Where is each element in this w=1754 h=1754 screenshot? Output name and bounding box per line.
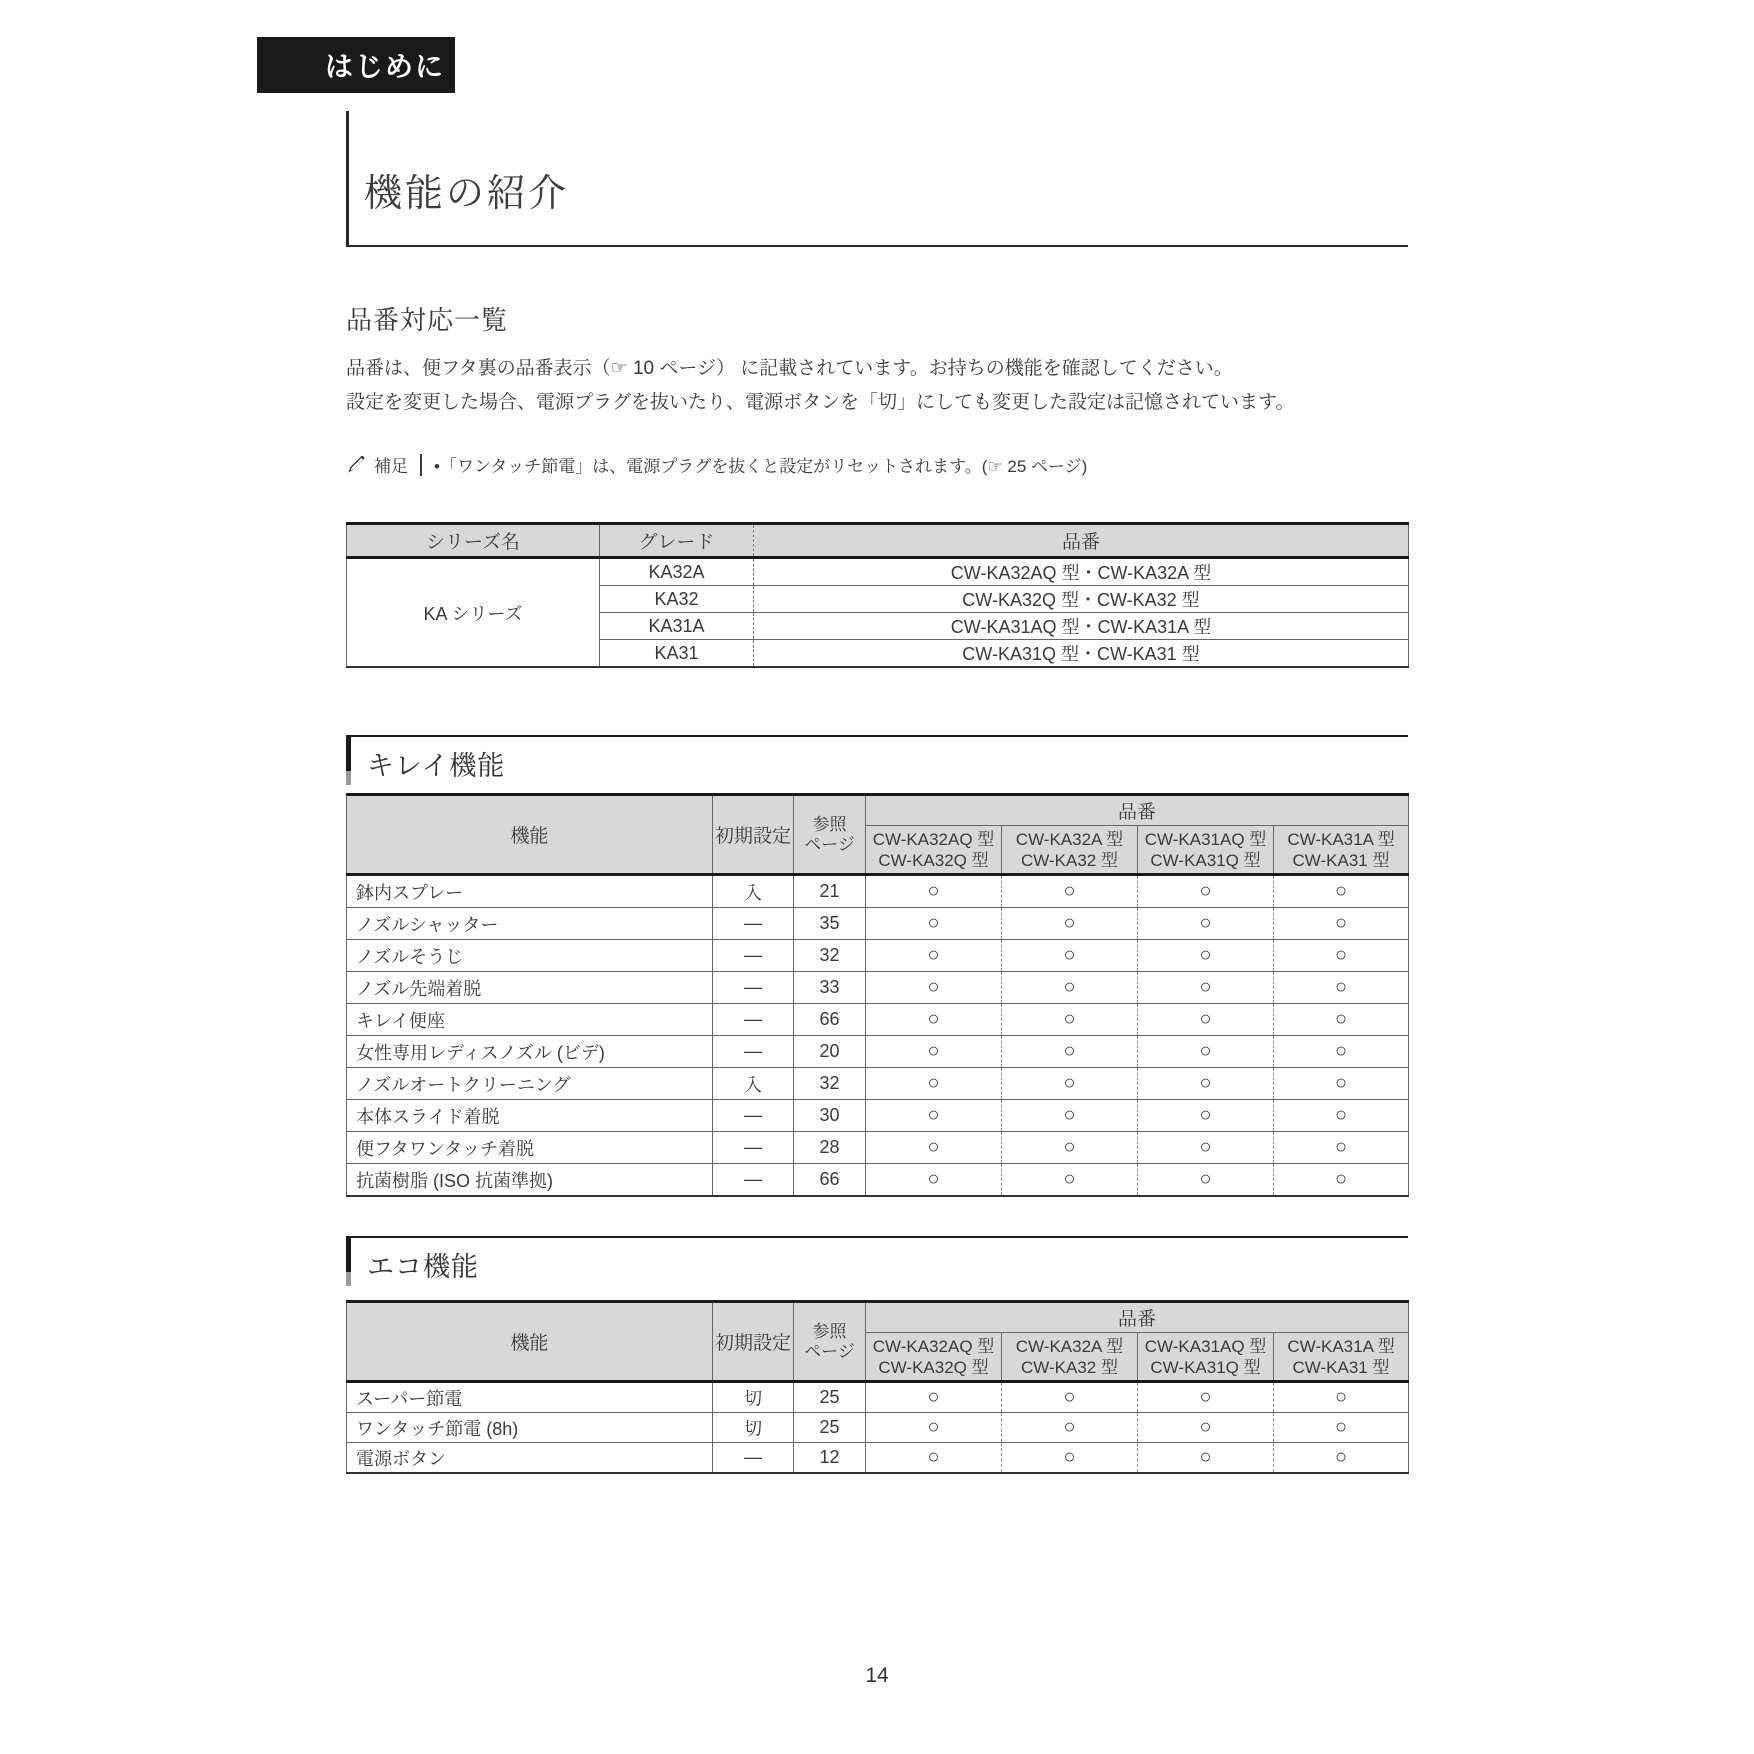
availability-mark: ○ (1138, 1036, 1274, 1068)
availability-mark: ○ (1274, 1068, 1409, 1100)
model-col-header: CW-KA31A 型 CW-KA31 型 (1274, 826, 1409, 875)
availability-mark: ○ (1002, 940, 1138, 972)
availability-mark: ○ (1274, 908, 1409, 940)
availability-mark: ○ (866, 908, 1002, 940)
grade-value: KA31 (600, 640, 754, 668)
reference-page: 21 (794, 875, 866, 908)
note-label: 補足 (374, 457, 408, 476)
models-value: CW-KA31AQ 型・CW-KA31A 型 (754, 613, 1409, 640)
reference-page: 20 (794, 1036, 866, 1068)
intro-paragraph (346, 352, 1426, 420)
note-divider (420, 454, 422, 476)
intro-line-1: 品番は、便フタ裏の品番表示（☞ 10 ページ） に記載されています。お持ちの機能を確認してください。 (346, 358, 1233, 379)
availability-mark: ○ (1138, 1068, 1274, 1100)
feature-name: キレイ便座 (347, 1004, 713, 1036)
feature-table-row (347, 1036, 1409, 1068)
supplement-note (346, 452, 1087, 477)
availability-mark: ○ (1002, 1413, 1138, 1443)
reference-page: 33 (794, 972, 866, 1004)
availability-mark: ○ (866, 1004, 1002, 1036)
availability-mark: ○ (1002, 1164, 1138, 1197)
default-setting: — (713, 1004, 794, 1036)
refpage-line1: 参照 (812, 814, 847, 834)
default-setting: — (713, 908, 794, 940)
reference-page: 66 (794, 1004, 866, 1036)
models-value: CW-KA32AQ 型・CW-KA32A 型 (754, 558, 1409, 586)
default-setting: — (713, 1443, 794, 1474)
availability-mark: ○ (1002, 1100, 1138, 1132)
models-col-header: 品番 (754, 524, 1409, 558)
default-setting: — (713, 1164, 794, 1197)
pencil-icon (346, 455, 366, 475)
chapter-tab-label: はじめに (324, 51, 445, 82)
reference-page: 66 (794, 1164, 866, 1197)
refpage-line1: 参照 (812, 1321, 847, 1341)
availability-mark: ○ (1002, 1036, 1138, 1068)
eco-feature-table (346, 1300, 1409, 1474)
availability-mark: ○ (1274, 1413, 1409, 1443)
feature-table-row (347, 908, 1409, 940)
availability-mark: ○ (866, 1413, 1002, 1443)
availability-mark: ○ (1002, 1004, 1138, 1036)
kirei-table-body (347, 875, 1409, 1197)
feature-name: 女性専用レディスノズル (ビデ) (347, 1036, 713, 1068)
availability-mark: ○ (1138, 972, 1274, 1004)
series-name: KA シリーズ (423, 603, 523, 624)
page-title-block (346, 111, 1408, 247)
availability-mark: ○ (866, 1036, 1002, 1068)
models-group-header: 品番 (866, 795, 1409, 826)
default-setting: — (713, 1100, 794, 1132)
kirei-feature-table (346, 793, 1409, 1197)
default-setting: — (713, 1132, 794, 1164)
availability-mark: ○ (866, 940, 1002, 972)
availability-mark: ○ (1274, 1036, 1409, 1068)
availability-mark: ○ (1002, 875, 1138, 908)
availability-mark: ○ (1138, 1164, 1274, 1197)
reference-page: 35 (794, 908, 866, 940)
availability-mark: ○ (1274, 1382, 1409, 1413)
default-setting: 入 (713, 1068, 794, 1100)
availability-mark: ○ (1138, 1413, 1274, 1443)
availability-mark: ○ (866, 1132, 1002, 1164)
reference-page: 30 (794, 1100, 866, 1132)
eco-section-title: エコ機能 (367, 1252, 479, 1282)
availability-mark: ○ (1002, 1132, 1138, 1164)
feature-name: ノズルシャッター (347, 908, 713, 940)
feature-name: 便フタワンタッチ着脱 (347, 1132, 713, 1164)
model-col-header: CW-KA31AQ 型 CW-KA31Q 型 (1138, 1333, 1274, 1382)
availability-mark: ○ (1274, 1100, 1409, 1132)
availability-mark: ○ (1002, 1382, 1138, 1413)
feature-table-row (347, 1068, 1409, 1100)
grade-value: KA31A (600, 613, 754, 640)
availability-mark: ○ (1274, 1004, 1409, 1036)
eco-table-body (347, 1382, 1409, 1474)
model-col-header: CW-KA32AQ 型 CW-KA32Q 型 (866, 1333, 1002, 1382)
availability-mark: ○ (1138, 908, 1274, 940)
availability-mark: ○ (1138, 875, 1274, 908)
series-table-body (347, 558, 1409, 668)
default-setting: — (713, 972, 794, 1004)
section-heading-model-list: 品番対応一覧 (346, 305, 509, 335)
availability-mark: ○ (866, 972, 1002, 1004)
availability-mark: ○ (1002, 908, 1138, 940)
availability-mark: ○ (1274, 1164, 1409, 1197)
availability-mark: ○ (866, 1068, 1002, 1100)
grade-value: KA32 (600, 586, 754, 613)
reference-page: 28 (794, 1132, 866, 1164)
availability-mark: ○ (1138, 1443, 1274, 1474)
reference-page: 32 (794, 1068, 866, 1100)
refpage-col-header (794, 1302, 866, 1382)
feature-name: ノズルそうじ (347, 940, 713, 972)
feature-table-row (347, 1413, 1409, 1443)
feature-table-row (347, 1164, 1409, 1197)
page-number: 14 (865, 1664, 889, 1687)
default-setting: 切 (713, 1382, 794, 1413)
availability-mark: ○ (866, 1100, 1002, 1132)
default-col-header: 初期設定 (713, 1302, 794, 1382)
feature-table-row (347, 1382, 1409, 1413)
availability-mark: ○ (1138, 1100, 1274, 1132)
feature-name: 鉢内スプレー (347, 875, 713, 908)
reference-page: 25 (794, 1382, 866, 1413)
models-group-header: 品番 (866, 1302, 1409, 1333)
eco-header-row-1 (347, 1302, 1409, 1333)
chapter-tab (257, 37, 455, 93)
feature-table-row (347, 1100, 1409, 1132)
availability-mark: ○ (1274, 972, 1409, 1004)
reference-page: 12 (794, 1443, 866, 1474)
section-heading-kirei (346, 735, 1408, 783)
availability-mark: ○ (1138, 1132, 1274, 1164)
note-text: •「ワンタッチ節電」は、電源プラグを抜くと設定がリセットされます。(☞ 25 ページ) (434, 457, 1088, 476)
availability-mark: ○ (866, 875, 1002, 908)
reference-page: 32 (794, 940, 866, 972)
availability-mark: ○ (866, 1443, 1002, 1474)
model-col-header: CW-KA32A 型 CW-KA32 型 (1002, 826, 1138, 875)
default-setting: — (713, 940, 794, 972)
availability-mark: ○ (1002, 972, 1138, 1004)
default-col-header: 初期設定 (713, 795, 794, 875)
feature-table-row (347, 940, 1409, 972)
grade-value: KA32A (600, 558, 754, 586)
feature-table-row (347, 1004, 1409, 1036)
feature-col-header: 機能 (347, 1302, 713, 1382)
series-table-row (347, 558, 1409, 586)
availability-mark: ○ (1138, 1004, 1274, 1036)
model-col-header: CW-KA32A 型 CW-KA32 型 (1002, 1333, 1138, 1382)
feature-table-row (347, 972, 1409, 1004)
availability-mark: ○ (866, 1382, 1002, 1413)
feature-name: ノズルオートクリーニング (347, 1068, 713, 1100)
feature-name: ノズル先端着脱 (347, 972, 713, 1004)
models-value: CW-KA31Q 型・CW-KA31 型 (754, 640, 1409, 668)
feature-table-row (347, 875, 1409, 908)
kirei-header-row-1 (347, 795, 1409, 826)
availability-mark: ○ (1274, 1443, 1409, 1474)
default-setting: 入 (713, 875, 794, 908)
kirei-section-title: キレイ機能 (367, 751, 506, 781)
reference-page: 25 (794, 1413, 866, 1443)
feature-name: 電源ボタン (347, 1443, 713, 1474)
models-value: CW-KA32Q 型・CW-KA32 型 (754, 586, 1409, 613)
series-table-header-row (347, 524, 1409, 558)
feature-col-header: 機能 (347, 795, 713, 875)
availability-mark: ○ (1002, 1443, 1138, 1474)
feature-name: 本体スライド着脱 (347, 1100, 713, 1132)
series-model-table (346, 522, 1409, 668)
feature-table-row (347, 1132, 1409, 1164)
feature-name: 抗菌樹脂 (ISO 抗菌準拠) (347, 1164, 713, 1197)
availability-mark: ○ (866, 1164, 1002, 1197)
feature-name: ワンタッチ節電 (8h) (347, 1413, 713, 1443)
refpage-col-header (794, 795, 866, 875)
availability-mark: ○ (1274, 940, 1409, 972)
page-title: 機能の紹介 (364, 173, 570, 215)
default-setting: 切 (713, 1413, 794, 1443)
model-col-header: CW-KA31AQ 型 CW-KA31Q 型 (1138, 826, 1274, 875)
availability-mark: ○ (1002, 1068, 1138, 1100)
feature-name: スーパー節電 (347, 1382, 713, 1413)
model-col-header: CW-KA31A 型 CW-KA31 型 (1274, 1333, 1409, 1382)
refpage-line2: ページ (804, 1341, 855, 1361)
availability-mark: ○ (1138, 1382, 1274, 1413)
availability-mark: ○ (1274, 875, 1409, 908)
availability-mark: ○ (1138, 940, 1274, 972)
section-heading-eco (346, 1236, 1408, 1284)
intro-line-2: 設定を変更した場合、電源プラグを抜いたり、電源ボタンを「切」にしても変更した設定は記憶されています。 (346, 392, 1295, 413)
grade-col-header: グレード (600, 524, 754, 558)
refpage-line2: ページ (804, 834, 855, 854)
feature-table-row (347, 1443, 1409, 1474)
model-col-header: CW-KA32AQ 型 CW-KA32Q 型 (866, 826, 1002, 875)
availability-mark: ○ (1274, 1132, 1409, 1164)
series-col-header: シリーズ名 (347, 524, 600, 558)
default-setting: — (713, 1036, 794, 1068)
